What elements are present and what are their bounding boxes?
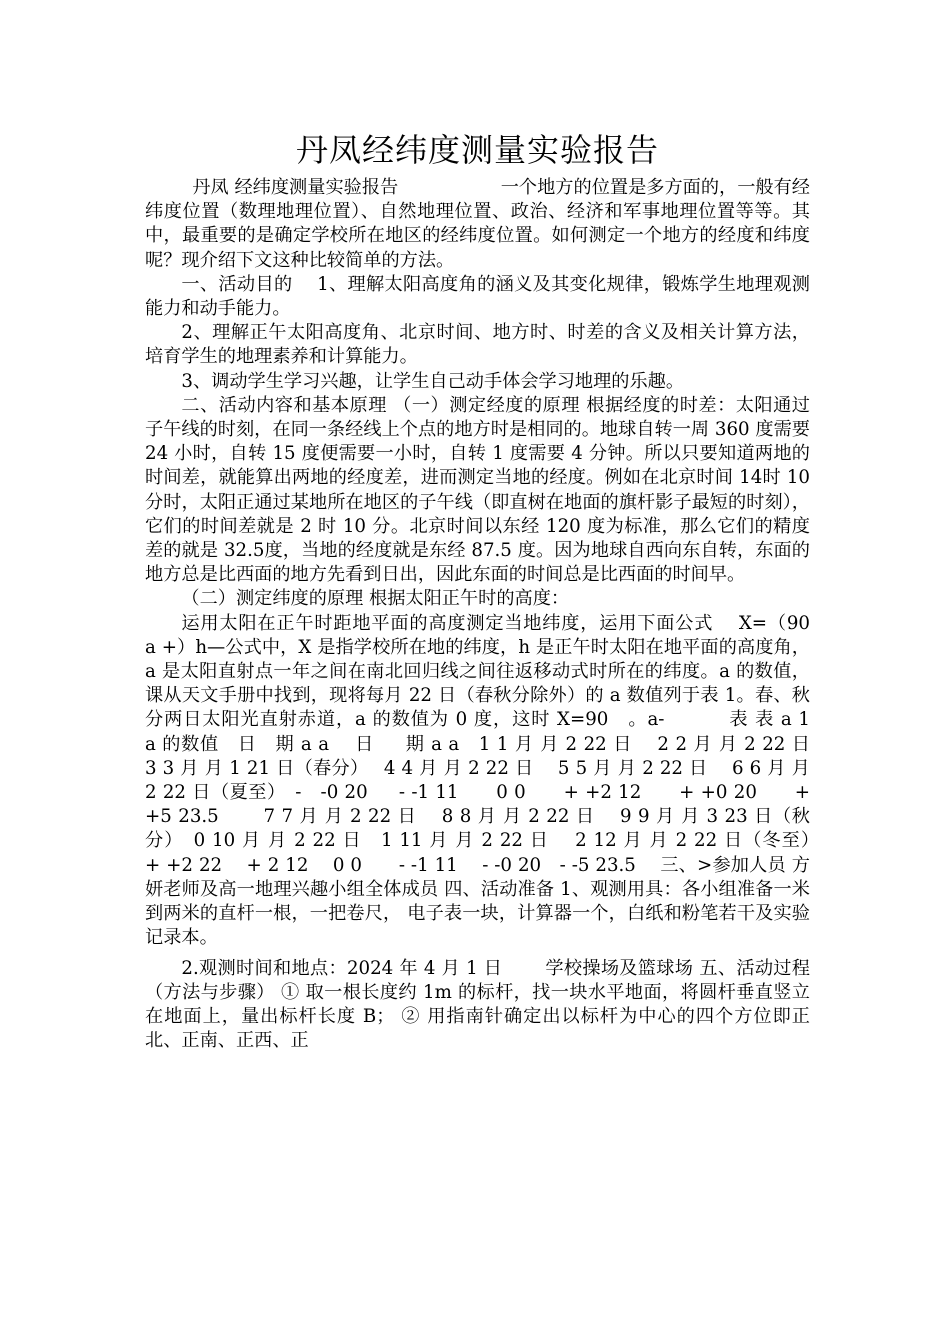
purpose-item-3-paragraph: 3、调动学生学习兴趣，让学生自己动手体会学习地理的乐趣。 — [181, 370, 685, 392]
activity-purpose-paragraph: 一、活动目的 1、理解太阳高度角的涵义及其变化规律，锻炼学生地理观测能力和动手能力。 — [145, 273, 810, 320]
purpose-item-2-paragraph: 2、理解正午太阳高度角、北京时间、地方时、时差的含义及相关计算方法，培育学生的地理素养和计算能力。 — [145, 322, 810, 368]
intro-paragraph: 丹凤 经纬度测量实验报告 一个地方的位置是多方面的，一般有经纬度位置（数理地理位置）、自然地理位置、政治、经济和军事地理位置等等。其中，最重要的是确定学校所在地区的经纬度位置。如何测定一个地方的经度和纬度呢？现介绍下文这种比较简单的方法。 — [145, 177, 810, 271]
latitude-method-paragraph: 运用太阳在正午时距地平面的高度测定当地纬度，运用下面公式 X=（90 a +）h—公式中，X 是指学校所在地的纬度，h 是正午时太阳在地平面的高度角，a 是太阳直射点一年之间在南北回归线之间往返移动式时所在的纬度。a 的数值，课从天文手册中找到，现将每月 22 日（春秋分除外）的 a 数值列于表 1。春、秋分两日太阳光直射赤道，a 的数值为 0 度，这时 X=90 。a- 表 表 a 1 a 的数值 日 期 a a 日 期 a a 1 1 月 月 2 22 日 2 2 月 月 2 22 日 3 3 月 月 1 21 日（春分） 4 4 月 月 2 22 日 5 5 月 月 2 22 日 6 6 月 月 2 22 日（夏至） - -0 20 - -1 11 0 0 + +2 12 + +0 20 + +5 23.5 7 7 月 月 2 22 日 8 8 月 月 2 22 日 9 9 月 月 3 23 日（秋分） 0 10 月 月 2 22 日 1 11 月 月 2 22 日 2 12 月 月 2 22 日（冬至） + +2 22 + 2 12 0 0 - -1 11 - -0 20 - -5 23.5 三、>参加人员 方妍老师及高一地理兴趣小组全体成员 四、活动准备 1、观测用具：各小组准备一米到两米的直杆一根，一把卷尺， 电子表一块，计算器一个，白纸和粉笔若干及实验记录本。 — [145, 612, 840, 949]
observation-time-paragraph: 2.观测时间和地点：2024 年 4 月 1 日 学校操场及篮球场 五、活动过程（方法与步骤） ① 取一根长度约 1m 的标杆，找一块水平地面，将圆杆垂直竖立在地面上，量出标杆长度 B； ② 用指南针确定出以标杆为中心的四个方位即正北、正南、正西、正 — [145, 957, 810, 1052]
document-page — [145, 128, 840, 1053]
longitude-principle-paragraph: 二、活动内容和基本原理 （一）测定经度的原理 根据经度的时差：太阳通过子午线的时刻，在同一条经线上个点的地方时是相同的。地球自转一周 360 度需要 24 小时，自转 15 度便需要一小时，自转 1 度需要 4 分钟。所以只要知道两地的时间差，就能算出两地的经度差，进而测定当地的经度。例如在北京时间 14时 10分时，太阳正通过某地所在地区的子午线（即直树在地面的旗杆影子最短的时刻），它们的时间差就是 2 时 10 分。北京时间以东经 120 度为标准，那么它们的精度差的就是 32.5度，当地的经度就是东经 87.5 度。因为地球自西向东自转，东面的地方总是比西面的地方先看到日出，因此东面的时间总是比西面的时间早。 — [145, 394, 816, 586]
latitude-principle-heading: （二）测定纬度的原理 根据太阳正午时的高度： — [181, 588, 570, 610]
document-title: 丹凤经纬度测量实验报告 — [295, 131, 659, 169]
